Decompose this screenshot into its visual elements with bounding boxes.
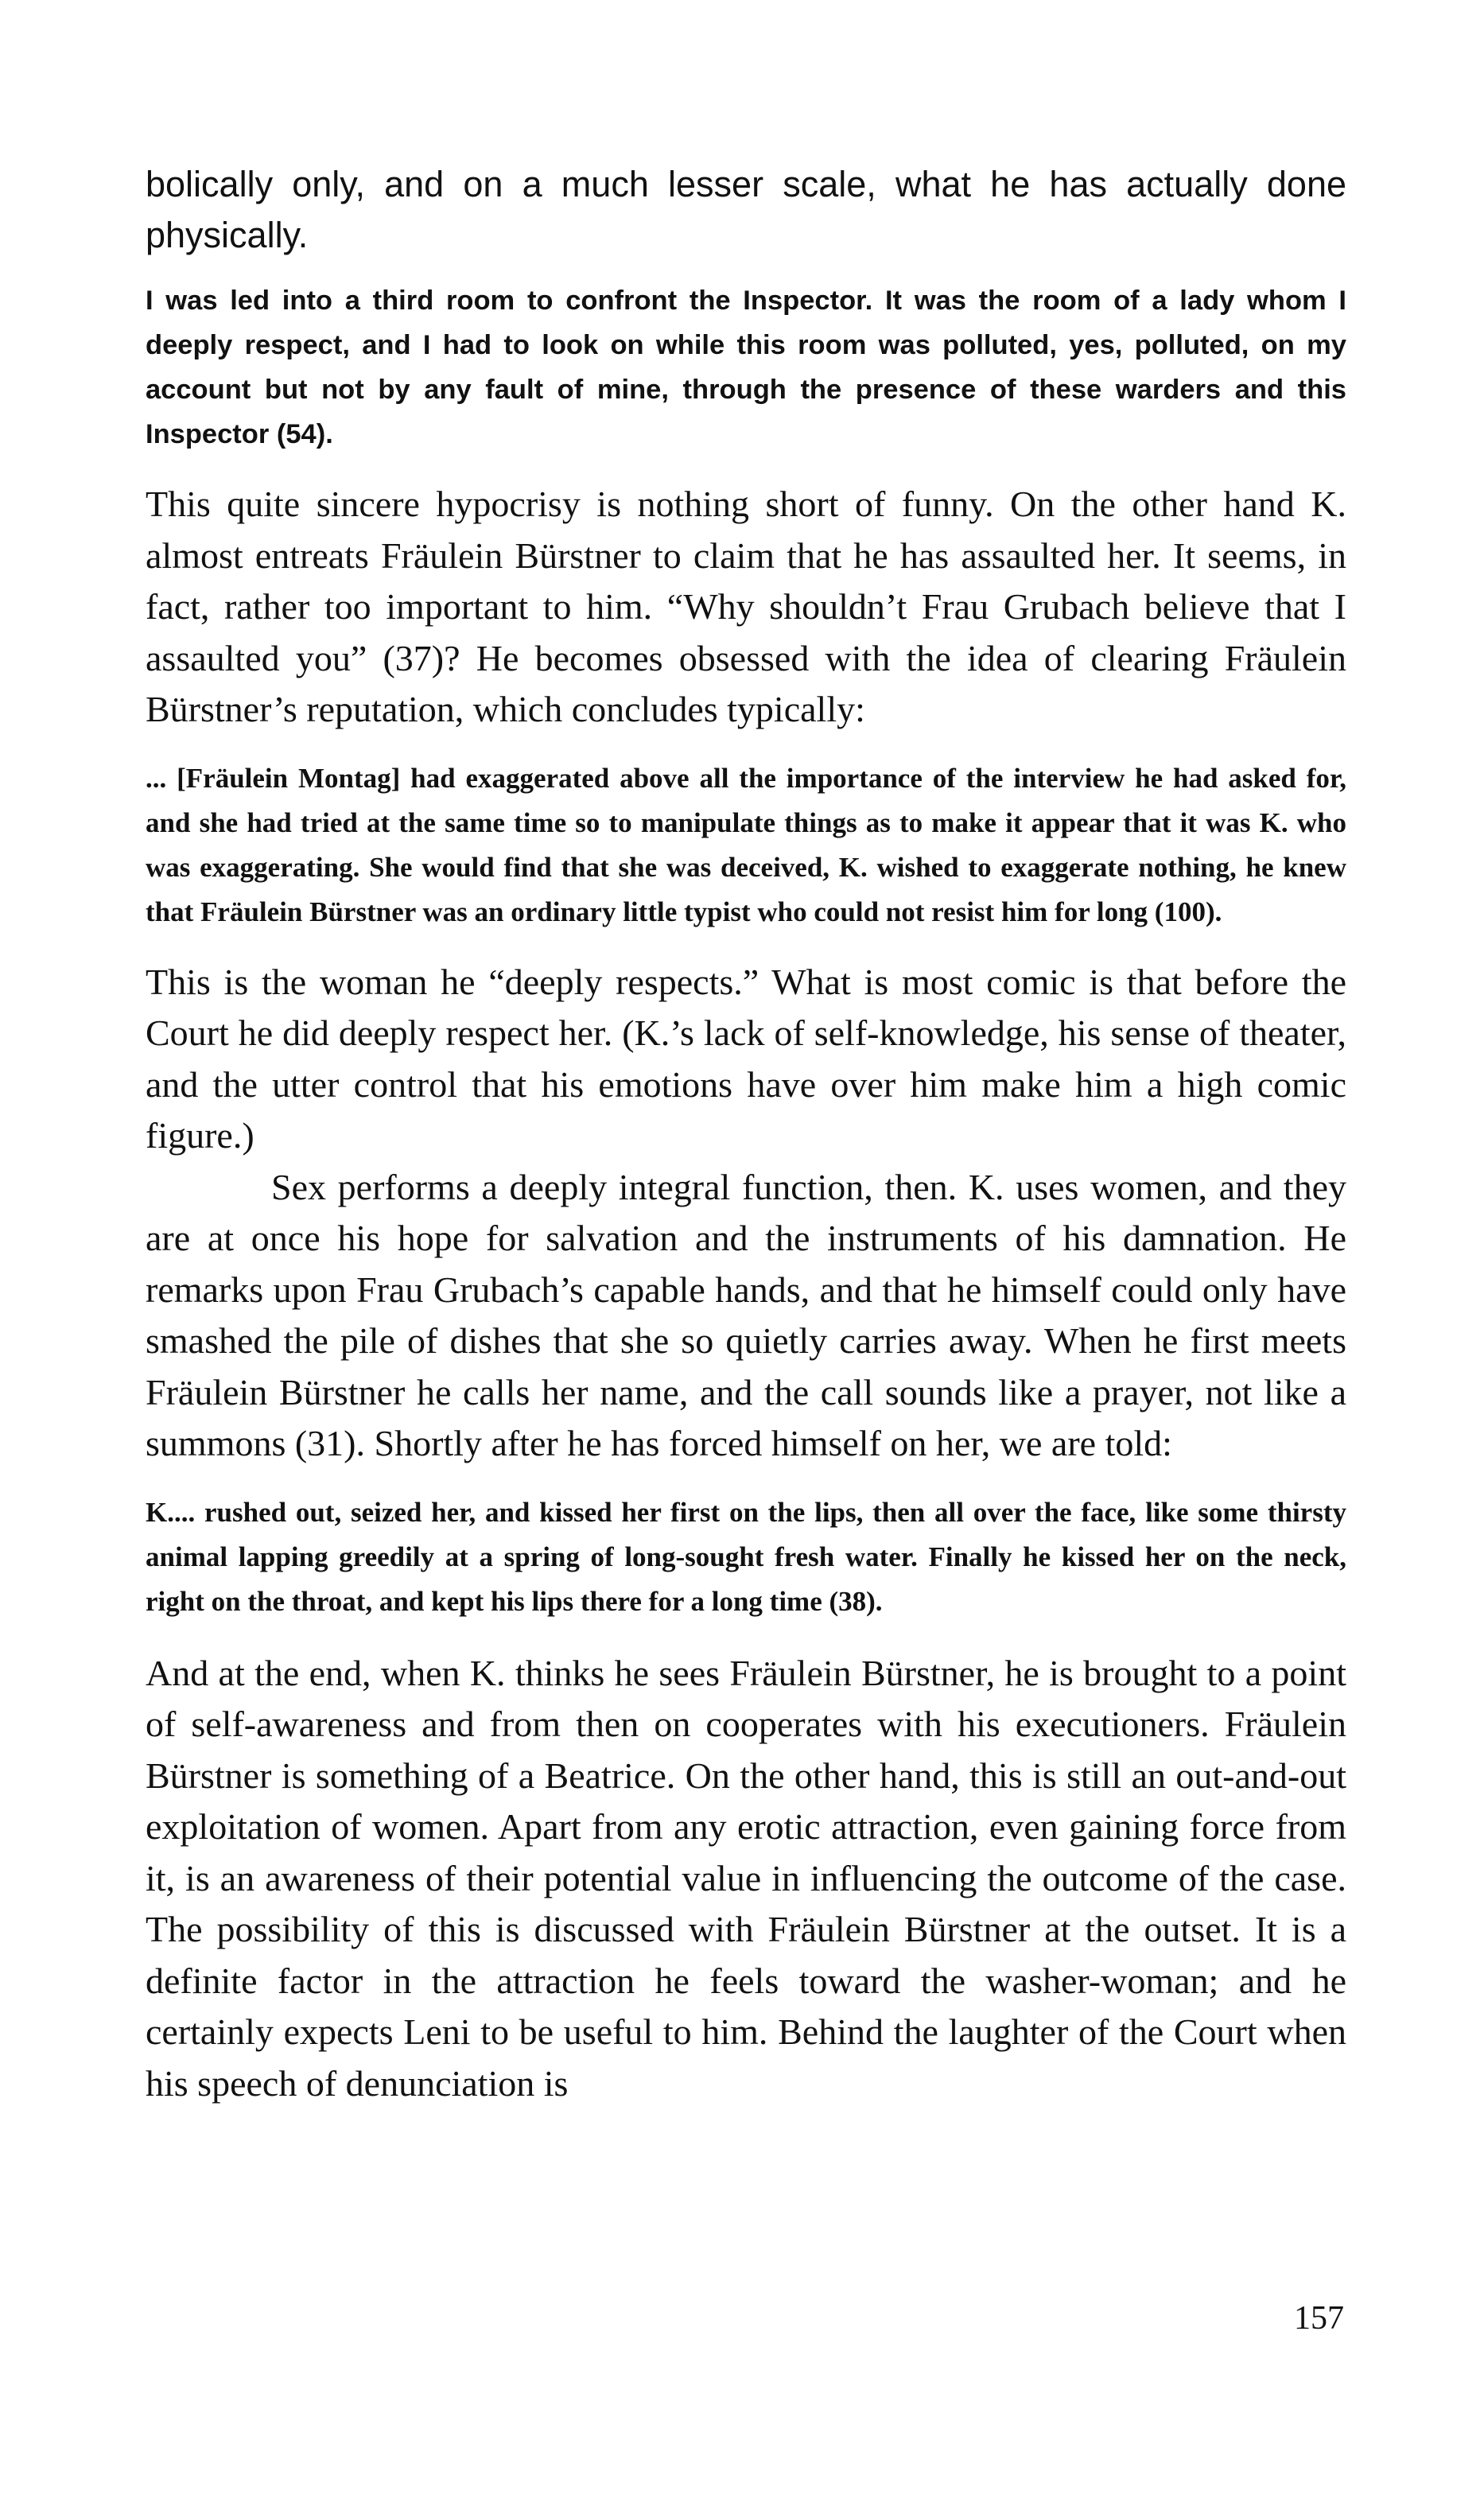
- paragraph-hypocrisy: This quite sincere hypocrisy is nothing short of funny. On the other hand K. almost entreats Fräulein Bürstner to claim that he has assaulted her. It seems, in fact, rather too important to him. “Why shouldn’t Frau Grubach believe that I assaulted you” (37)? He becomes obsessed with the idea of clearing Fräulein Bürstner’s reputation, which concludes typically:: [146, 484, 1346, 729]
- page-number: 157: [1294, 2300, 1344, 2337]
- page-body: [146, 159, 1346, 2109]
- block-quote-montag: ... [Fräulein Montag] had exaggerated above all the importance of the interview he had asked for, and she had tried at the same time so to manipulate things as to make it appear that it was K. who was exaggerating. She would find that she was deceived, K. wished to exaggerate nothing, he knew that Fräulein Bürstner was an ordinary little typist who could not resist him for long (100).: [146, 762, 1346, 927]
- block-quote-kiss: K.... rushed out, seized her, and kissed her first on the lips, then all over the face, like some thirsty animal lapping greedily at a spring of long-sought fresh water. Finally he kissed her on the neck, right on the throat, and kept his lips there for a long time (38).: [146, 1496, 1346, 1617]
- paragraph-beatrice: And at the end, when K. thinks he sees Fräulein Bürstner, he is brought to a point of self-awareness and from then on cooperates with his executioners. Fräulein Bürstner is something of a Beatrice. On the other hand, this is still an out-and-out exploitation of women. Apart from any erotic attraction, even gaining force from it, is an awareness of their potential value in influencing the outcome of the case. The possibility of this is discussed with Fräulein Bürstner at the outset. It is a definite factor in the attraction he feels toward the washer-woman; and he certainly expects Leni to be useful to him. Behind the laughter of the Court when his speech of denunciation is: [146, 1652, 1346, 2104]
- paragraph-deeply-respects: This is the woman he “deeply respects.” What is most comic is that before the Court he did deeply respect her. (K.’s lack of self-knowledge, his sense of theater, and the utter control that his emotions have over him make him a high comic figure.): [146, 961, 1346, 1156]
- opening-paragraph: bolically only, and on a much lesser scale, what he has actually done physically.: [146, 164, 1346, 255]
- block-quote-inspector: I was led into a third room to confront the Inspector. It was the room of a lady whom I deeply respect, and I had to look on while this room was polluted, yes, polluted, on my account but not by any fault of mine, through the presence of these warders and this Inspector (54).: [146, 286, 1346, 449]
- paragraph-sex-function: Sex performs a deeply integral function, then. K. uses women, and they are at once his hope for salvation and the instruments of his damnation. He remarks upon Frau Grubach’s capable hands, and that he himself could only have smashed the pile of dishes that she so quietly carries away. When he first meets Fräulein Bürstner he calls her name, and the call sounds like a prayer, not like a summons (31). Shortly after he has forced himself on her, we are told:: [146, 1166, 1346, 1463]
